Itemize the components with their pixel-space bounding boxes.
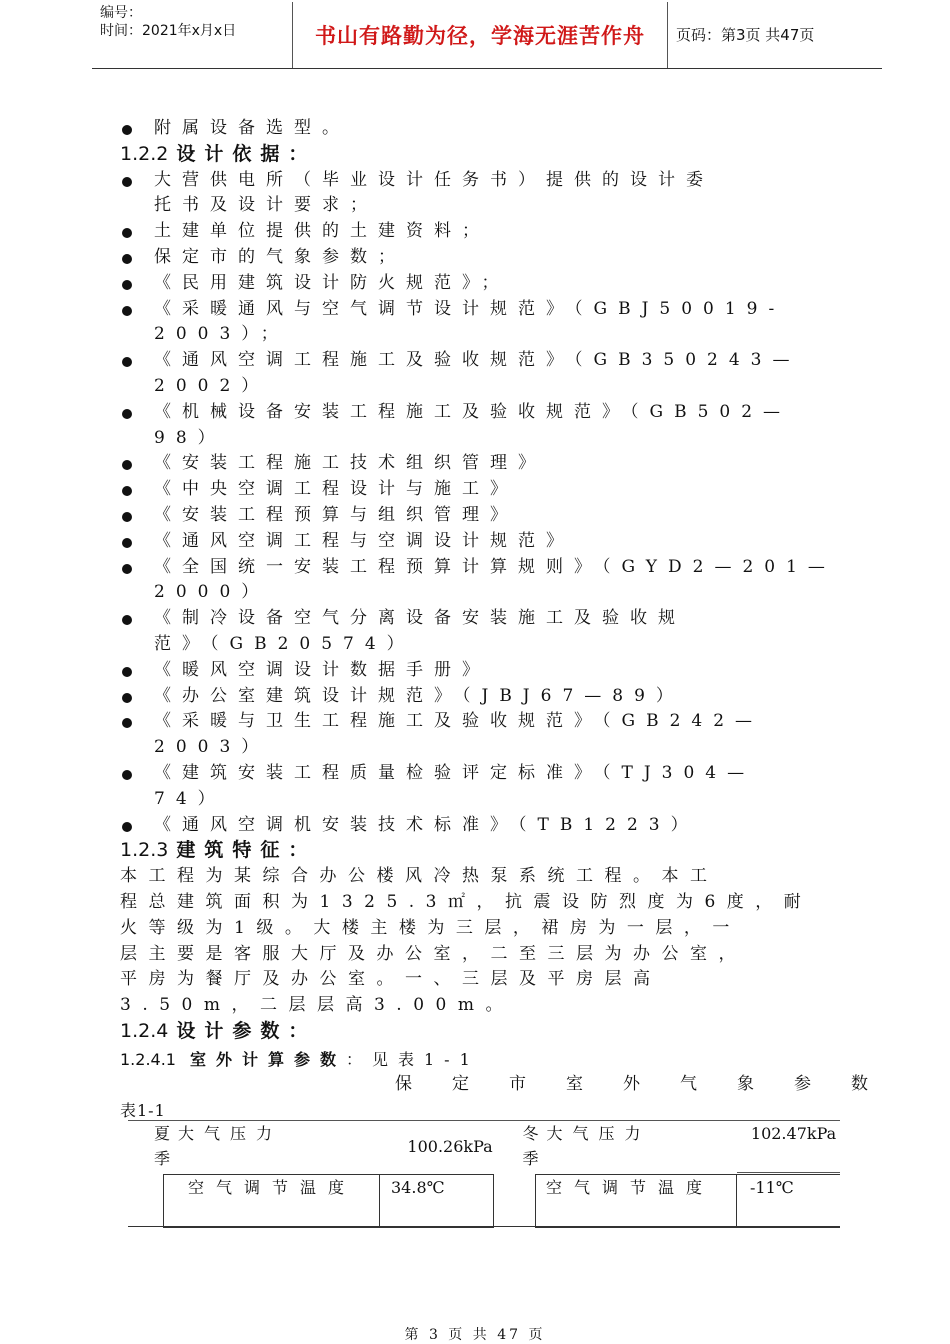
- summer-pressure-label: 大气压力: [178, 1124, 283, 1143]
- bullet-dot-icon: [122, 667, 132, 677]
- bullet-text: 《采暖与卫生工程施工及验收规范》（GB242—: [154, 711, 764, 732]
- bullet-dot-icon: [122, 564, 132, 574]
- bullet-dot-icon: [122, 718, 132, 728]
- paragraph-line: 平房为餐厅及办公室。一、三层及平房层高: [120, 969, 662, 990]
- bullet-item: [120, 529, 840, 555]
- header-slogan: 书山有路勤为径，学海无涯苦作舟: [292, 2, 668, 68]
- bullet-dot-icon: [122, 125, 132, 135]
- bullet-continuation: [120, 374, 840, 400]
- sub-heading: [120, 1047, 480, 1073]
- paragraph-line: 本工程为某综合办公楼风冷热泵系统工程。本工: [120, 866, 719, 887]
- bullet-text: 98）: [154, 427, 226, 448]
- bullet-text: 《采暖通风与空气调节设计规范》（GBJ50019-: [154, 298, 786, 319]
- bullet-item: [120, 606, 840, 632]
- bullet-dot-icon: [122, 512, 132, 522]
- bullet-dot-icon: [122, 254, 132, 264]
- summer-season-label: 夏季: [154, 1124, 181, 1168]
- bullet-dot-icon: [122, 177, 132, 187]
- section-heading: [120, 1019, 840, 1045]
- paragraph-line: 3.50m，二层层高3.00m。: [120, 995, 514, 1016]
- header-time: 时间：2021年x月x日: [100, 23, 237, 39]
- sub-heading-title: 室外计算参数: [189, 1050, 346, 1069]
- bullet-dot-icon: [122, 306, 132, 316]
- bullet-text: 《办公室建筑设计规范》（JBJ67—89）: [154, 685, 684, 706]
- bullet-dot-icon: [122, 770, 132, 780]
- bullet-item: [120, 271, 840, 297]
- bullet-item: [120, 555, 840, 581]
- bullet-dot-icon: [122, 409, 132, 419]
- bullet-text: 《通风空调工程与空调设计规范》: [154, 530, 574, 551]
- table-label: 表1-1: [120, 1100, 166, 1120]
- bullet-item: [120, 245, 840, 271]
- bullet-dot-icon: [122, 280, 132, 290]
- bullet-text: 《全国统一安装工程预算计算规则》（GYD2—201—: [154, 556, 836, 577]
- sub-heading-rest: ：见表1-1: [346, 1050, 480, 1069]
- bullet-dot-icon: [122, 460, 132, 470]
- bullet-continuation: [120, 322, 840, 348]
- bullet-text: 附属设备选型。: [154, 118, 350, 138]
- table-caption: [120, 1072, 908, 1124]
- winter-temp-box: [736, 1174, 840, 1228]
- bullet-text: 保定市的气象参数；: [154, 246, 406, 267]
- bullet-item: [120, 684, 840, 710]
- header-meta: [100, 4, 300, 40]
- bullet-text: 2002）: [154, 375, 270, 396]
- paragraph-line: 层主要是客服大厅及办公室，二至三层为办公室，: [120, 943, 747, 964]
- bullet-text: 《安装工程预算与组织管理》: [154, 504, 518, 525]
- winter-season-label: 冬季: [522, 1124, 549, 1168]
- paragraph-line: 程总建筑面积为1325.3㎡，抗震设防烈度为6度，耐: [120, 891, 813, 912]
- bullet-item: [120, 761, 840, 787]
- section-heading: [120, 142, 840, 168]
- section-number: 1.2.4: [120, 1019, 169, 1042]
- bullet-dot-icon: [122, 822, 132, 832]
- bullet-continuation: [120, 426, 840, 452]
- bullet-item: [120, 709, 840, 735]
- bullet-text: 《中央空调工程设计与施工》: [154, 479, 518, 500]
- bullet-continuation: [120, 735, 840, 761]
- section-number: 1.2.2: [120, 142, 169, 165]
- bullet-text: 74）: [154, 788, 226, 809]
- winter-temp-label-box: [535, 1174, 737, 1228]
- bullet-dot-icon: [122, 228, 132, 238]
- bullet-text: 2000）: [154, 582, 270, 603]
- bullet-continuation: [120, 632, 840, 658]
- bullet-text: 2003）；: [154, 324, 289, 345]
- page-footer: 第 3 页 共 47 页: [404, 1327, 546, 1343]
- sub-heading-number: 1.2.4.1: [120, 1050, 176, 1069]
- bullet-item: [120, 348, 840, 374]
- section-heading: [120, 838, 840, 864]
- bullet-item: [120, 297, 840, 323]
- bullet-text: 《通风空调工程施工及验收规范》（GB350243—: [154, 350, 801, 371]
- winter-temp-value: -11℃: [750, 1178, 794, 1197]
- bullet-item: [120, 503, 840, 529]
- bullet-text: 2003）: [154, 737, 270, 758]
- bullet-item: [120, 400, 840, 426]
- summer-pressure-label-cell: [128, 1121, 393, 1172]
- winter-temp-label: 空气调节温度: [546, 1178, 715, 1197]
- bullet-continuation: [120, 193, 840, 219]
- section-title: 设计参数：: [176, 1019, 317, 1042]
- bullet-text: 《暖风空调设计数据手册》: [154, 659, 490, 680]
- bullet-dot-icon: [122, 357, 132, 367]
- bullet-dot-icon: [122, 693, 132, 703]
- bullet-item: [120, 219, 840, 245]
- winter-pressure-label: 大气压力: [546, 1124, 651, 1143]
- bullet-text: 土建单位提供的土建资料；: [154, 221, 490, 242]
- bullet-text: 托书及设计要求；: [154, 195, 378, 216]
- bullet-item: [120, 168, 840, 194]
- bullet-text: 《制冷设备空气分离设备安装施工及验收规: [154, 608, 686, 629]
- header-page-number: 页码：第3页 共47页: [676, 26, 815, 44]
- bullet-item: [120, 477, 840, 503]
- page-header: [92, 2, 882, 69]
- table-bottom-rule: [128, 1226, 840, 1227]
- bullet-text: 大营供电所（毕业设计任务书）提供的设计委: [154, 169, 714, 190]
- header-number: 编号：: [100, 5, 142, 21]
- bullet-item: [120, 658, 840, 684]
- summer-temp-box: [379, 1174, 494, 1228]
- paragraph-line: 火等级为1级。大楼主楼为三层，裙房为一层，一: [120, 917, 741, 938]
- weather-table: [128, 1121, 840, 1173]
- table-title: 保定市室外气象参数: [395, 1074, 908, 1094]
- bullet-text: 范》（GB20574）: [154, 633, 415, 654]
- winter-pressure-value: 102.47kPa: [737, 1121, 840, 1172]
- bullet-text: 《机械设备安装工程施工及验收规范》（GB502—: [154, 401, 792, 422]
- bullet-item: [120, 116, 840, 142]
- section-title: 设计依据：: [176, 142, 317, 165]
- bullet-text: 《民用建筑设计防火规范》；: [154, 272, 510, 293]
- bullet-text: 《安装工程施工技术组织管理》: [154, 453, 546, 474]
- bullet-dot-icon: [122, 538, 132, 548]
- summer-temp-value: 34.8℃: [391, 1178, 445, 1197]
- document-body: [120, 116, 840, 1045]
- bullet-continuation: [120, 580, 840, 606]
- bullet-text: 《建筑安装工程质量检验评定标准》（TJ304—: [154, 762, 756, 783]
- section-number: 1.2.3: [120, 839, 169, 862]
- bullet-item: [120, 813, 840, 839]
- summer-temp-label-box: [163, 1174, 380, 1228]
- bullet-continuation: [120, 787, 840, 813]
- bullet-dot-icon: [122, 486, 132, 496]
- summer-temp-label: 空气调节温度: [188, 1178, 357, 1197]
- bullet-item: [120, 451, 840, 477]
- summer-pressure-value: 100.26kPa: [407, 1137, 493, 1156]
- winter-pressure-label-cell: [518, 1121, 736, 1172]
- bullet-text: 《通风空调机安装技术标准》（TB1223）: [154, 814, 699, 835]
- table-row: [128, 1121, 840, 1172]
- bullet-dot-icon: [122, 615, 132, 625]
- section-title: 建筑特征：: [176, 839, 317, 862]
